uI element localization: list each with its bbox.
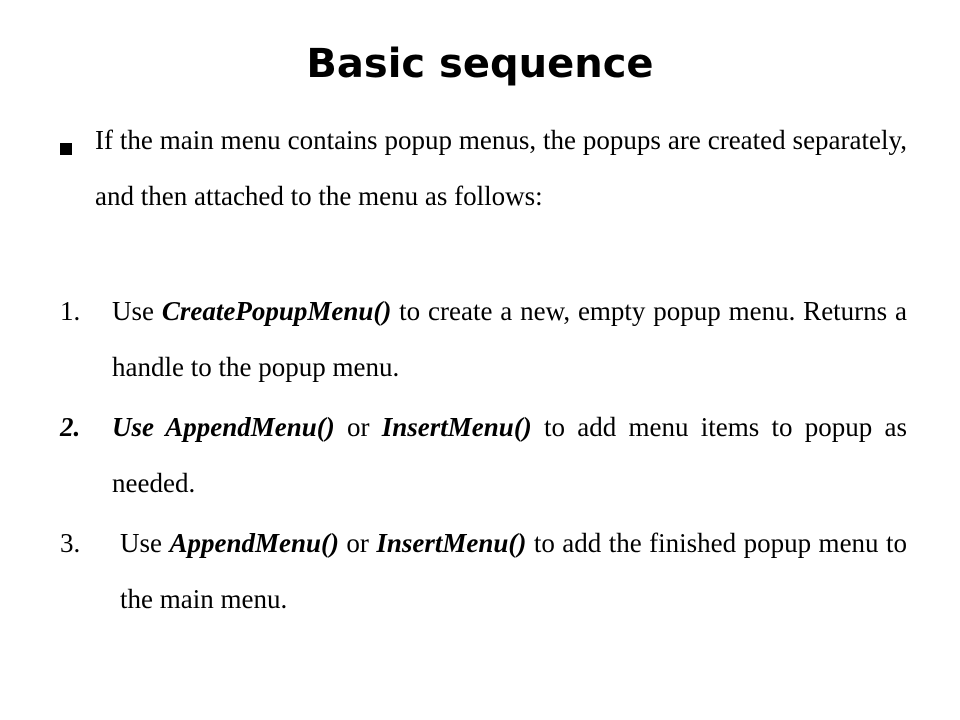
step-1-function: CreatePopupMenu() [161,296,392,326]
step-3-number: 3. [60,528,81,558]
step-1-text-b: to create a new, empty popup menu. Returns a handle to the popup menu. [112,296,908,382]
step-2-text [112,399,907,511]
step-3-function-1: AppendMenu() [169,528,339,558]
step-1-text-a: Use [112,296,162,326]
step-3-text-c: to add the finished popup menu to the main menu. [120,528,907,614]
step-2-number: 2. [60,412,81,442]
step-2-function-1: AppendMenu() [165,412,335,442]
step-1-text [112,283,907,395]
step-3-text [120,515,907,627]
step-2-text-a: or [334,412,382,442]
slide-title: Basic sequence [306,41,654,87]
step-2-function-2: InsertMenu() [381,412,532,442]
step-3-function-2: InsertMenu() [376,528,527,558]
step-2-lead: Use [112,412,166,442]
step-3-text-a: Use [120,528,170,558]
square-bullet-icon [60,143,72,155]
step-1-number: 1. [60,296,81,326]
step-2-text-b: to add menu items to popup as needed. [112,412,907,498]
step-3-text-b: or [338,528,377,558]
bullet-paragraph: If the main menu contains popup menus, the popups are created separately, and then attached to the menu as follows: [95,125,907,211]
